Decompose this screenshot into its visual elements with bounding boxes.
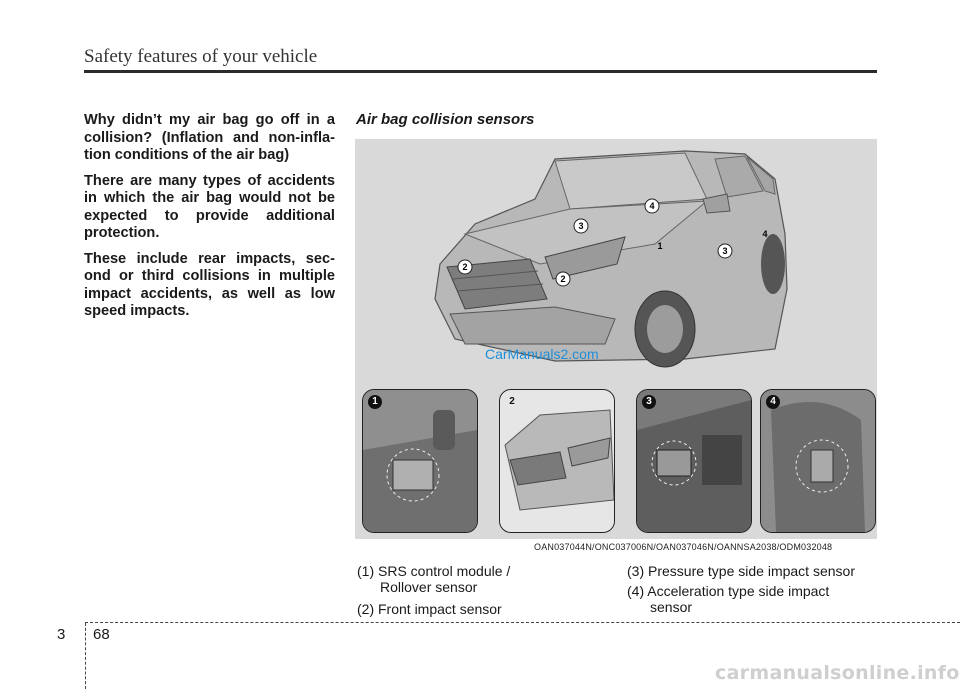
chapter-number: 3	[57, 626, 66, 643]
header-rule	[84, 70, 877, 73]
legend-item-2: (2) Front impact sensor	[357, 601, 502, 617]
thumbnail-number-2: 2	[509, 396, 515, 407]
legend-right	[627, 563, 855, 615]
figure-title: Air bag collision sensors	[356, 111, 535, 128]
thumbnail-front-sensor	[499, 389, 615, 533]
left-column	[84, 112, 335, 329]
thumbnail-number-3: 3	[642, 395, 656, 409]
question-heading: Why didn’t my air bag go off in a collision? (Inflation and non-infla- tion conditions of the air bag)	[84, 112, 335, 163]
suv-illustration	[355, 139, 877, 384]
site-watermark: carmanualsonline.info	[715, 662, 960, 684]
sensor-figure	[355, 139, 877, 539]
thumbnail-3-image	[637, 390, 751, 532]
legend-item-4-line2: sensor	[650, 599, 693, 615]
figure-code: OAN037044N/ONC037006N/OAN037046N/OANNSA2038/ODM032048	[534, 542, 833, 552]
thumbnail-1-image	[363, 390, 477, 532]
legend-item-1-line1: (1) SRS control module /	[357, 563, 511, 579]
thumbnail-number-4: 4	[766, 395, 780, 409]
thumbnail-number-1: 1	[368, 395, 382, 409]
callout-3a: 3	[578, 221, 584, 231]
legend-item-4-line1: (4) Acceleration type side impact	[627, 583, 830, 599]
page-number: 68	[93, 626, 110, 643]
callout-1: 1	[657, 241, 663, 251]
thumbnail-pressure-sensor	[636, 389, 752, 533]
page-header-title: Safety features of your vehicle	[84, 46, 318, 67]
footer-divider	[85, 623, 86, 689]
legend-item-1-line2: Rollover sensor	[380, 579, 478, 595]
thumbnail-srs-module	[362, 389, 478, 533]
callout-2b: 2	[560, 274, 566, 284]
callout-3b: 3	[722, 246, 728, 256]
paragraph-1: There are many types of accidents in which the air bag would not be expected to provide additional protection.	[84, 172, 335, 241]
callout-4b: 4	[762, 229, 768, 239]
footer-rule	[85, 622, 960, 623]
legend-left	[357, 563, 510, 617]
callout-4a: 4	[649, 201, 655, 211]
callout-2a: 2	[462, 262, 468, 272]
paragraph-2: These include rear impacts, sec- ond or third collisions in multiple impact accidents, as well as low speed impacts.	[84, 250, 335, 319]
watermark-text: CarManuals2.com	[485, 346, 599, 362]
thumbnail-4-image	[761, 390, 875, 532]
thumbnail-acceleration-sensor	[760, 389, 876, 533]
legend-item-3: (3) Pressure type side impact sensor	[627, 563, 855, 579]
thumbnail-2-image	[500, 390, 614, 532]
